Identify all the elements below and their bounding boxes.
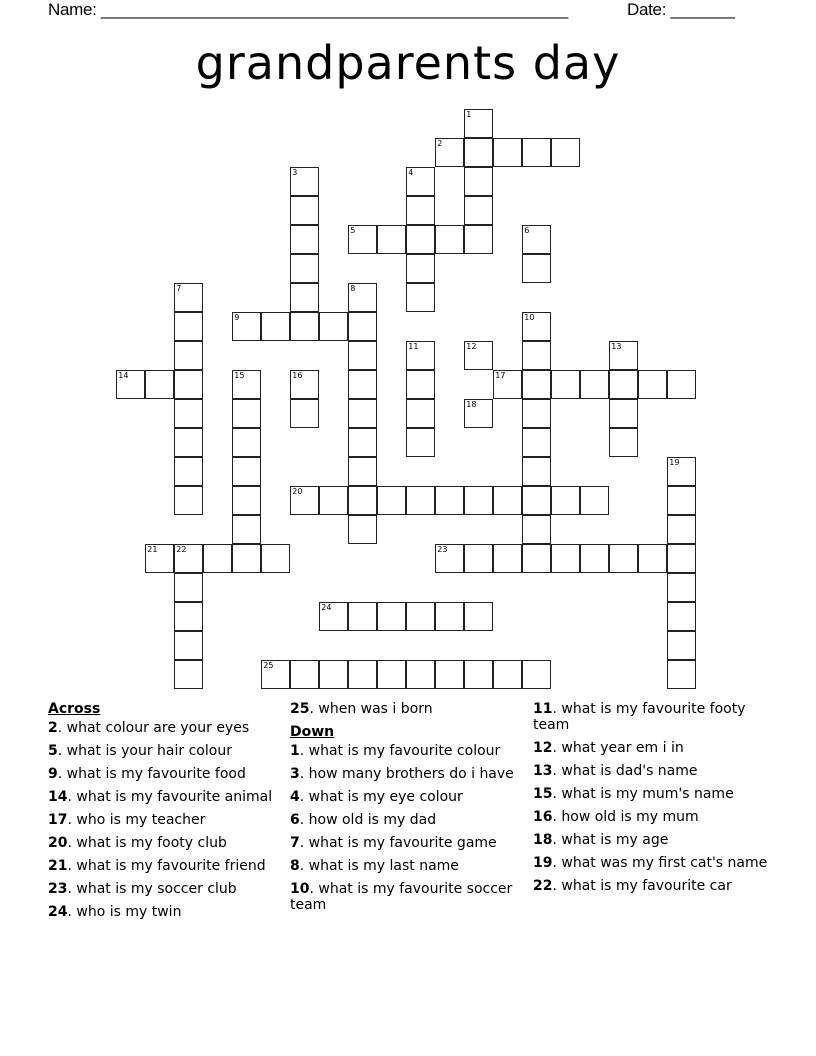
grid-cell[interactable] (348, 225, 377, 254)
clue-item: 8. what is my last name (290, 858, 459, 874)
clue-number: 16 (292, 371, 303, 381)
clue-item: 17. who is my teacher (48, 812, 206, 828)
grid-cell[interactable] (348, 660, 377, 689)
grid-cell[interactable] (406, 602, 435, 631)
clue-text: when was i born (318, 701, 433, 717)
grid-cell[interactable] (667, 457, 696, 486)
clue-number-label: 6 (290, 812, 300, 828)
grid-cell[interactable] (551, 138, 580, 167)
clue-number: 9 (234, 313, 240, 323)
grid-cell[interactable] (667, 631, 696, 660)
grid-cell[interactable] (348, 428, 377, 457)
grid-cell[interactable] (406, 254, 435, 283)
clue-number: 2 (437, 139, 443, 149)
clue-item: 14. what is my favourite animal (48, 789, 273, 805)
grid-cell[interactable] (290, 312, 319, 341)
clue-number: 23 (437, 545, 448, 555)
grid-cell[interactable] (667, 515, 696, 544)
across-heading: Across (48, 701, 101, 717)
clue-number-label: 11 (533, 701, 553, 717)
grid-cell[interactable] (145, 544, 174, 573)
grid-cell[interactable] (551, 486, 580, 515)
clue-number-label: 1 (290, 743, 300, 759)
clue-number: 1 (466, 110, 472, 120)
clue-item: 6. how old is my dad (290, 812, 437, 828)
grid-cell[interactable] (232, 515, 261, 544)
clue-number-label: 20 (48, 835, 68, 851)
clue-item: 2. what colour are your eyes (48, 720, 250, 736)
clue-number-label: 21 (48, 858, 68, 874)
grid-cell[interactable] (232, 486, 261, 515)
grid-cell[interactable] (667, 486, 696, 515)
grid-cell[interactable] (667, 660, 696, 689)
clue-number: 24 (321, 603, 332, 613)
clue-item: 23. what is my soccer club (48, 881, 237, 897)
grid-cell[interactable] (406, 660, 435, 689)
clue-number: 5 (350, 226, 356, 236)
clue-item: 11. what is my favourite footy team (533, 701, 746, 733)
clue-number-label: 17 (48, 812, 68, 828)
clue-text: what is my favourite car (561, 878, 732, 894)
grid-cell[interactable] (522, 544, 551, 573)
clue-item: 22. what is my favourite car (533, 878, 732, 894)
grid-cell[interactable] (493, 138, 522, 167)
clue-item: 10. what is my favourite soccer team (290, 881, 513, 913)
clue-number: 17 (495, 371, 506, 381)
grid-cell[interactable] (464, 109, 493, 138)
grid-cell[interactable] (174, 370, 203, 399)
clue-item: 4. what is my eye colour (290, 789, 463, 805)
clue-text: what is my eye colour (308, 789, 463, 805)
clue-number-label: 10 (290, 881, 310, 897)
clue-text: what is my favourite footy team (533, 701, 746, 733)
grid-cell[interactable] (406, 486, 435, 515)
clue-number: 4 (408, 168, 414, 178)
grid-cell[interactable] (377, 602, 406, 631)
grid-cell[interactable] (290, 399, 319, 428)
grid-cell[interactable] (667, 370, 696, 399)
clue-number: 13 (611, 342, 622, 352)
clue-text: what is my favourite game (308, 835, 497, 851)
grid-cell[interactable] (232, 399, 261, 428)
clue-number-label: 8 (290, 858, 300, 874)
grid-cell[interactable] (145, 370, 174, 399)
grid-cell[interactable] (319, 486, 348, 515)
grid-cell[interactable] (406, 370, 435, 399)
clue-item: 15. what is my mum's name (533, 786, 734, 802)
clue-number-label: 24 (48, 904, 68, 920)
down-heading: Down (290, 724, 335, 740)
grid-cell[interactable] (435, 225, 464, 254)
clue-text: what is dad's name (561, 763, 698, 779)
clue-number-label: 19 (533, 855, 553, 871)
grid-cell[interactable] (174, 283, 203, 312)
clue-number-label: 2 (48, 720, 58, 736)
grid-cell[interactable] (464, 167, 493, 196)
grid-cell[interactable] (203, 544, 232, 573)
grid-cell[interactable] (522, 341, 551, 370)
grid-cell[interactable] (174, 399, 203, 428)
grid-cell[interactable] (290, 486, 319, 515)
grid-cell[interactable] (667, 544, 696, 573)
clue-number-label: 16 (533, 809, 553, 825)
clue-number-label: 4 (290, 789, 300, 805)
clue-text: how many brothers do i have (308, 766, 514, 782)
clue-item: 5. what is your hair colour (48, 743, 232, 759)
grid-cell[interactable] (290, 254, 319, 283)
grid-cell[interactable] (464, 225, 493, 254)
grid-cell[interactable] (174, 631, 203, 660)
grid-cell[interactable] (667, 602, 696, 631)
clue-text: what is my favourite colour (308, 743, 501, 759)
grid-cell[interactable] (174, 312, 203, 341)
clue-number-label: 9 (48, 766, 58, 782)
grid-cell[interactable] (261, 312, 290, 341)
clue-text: what is my favourite friend (76, 858, 266, 874)
grid-cell[interactable] (522, 370, 551, 399)
clue-number-label: 22 (533, 878, 553, 894)
clue-item: 12. what year em i in (533, 740, 684, 756)
clue-item: 20. what is my footy club (48, 835, 227, 851)
grid-cell[interactable] (174, 602, 203, 631)
grid-cell[interactable] (522, 312, 551, 341)
grid-cell[interactable] (348, 283, 377, 312)
clue-item: 3. how many brothers do i have (290, 766, 514, 782)
grid-cell[interactable] (406, 225, 435, 254)
clue-number: 6 (524, 226, 530, 236)
grid-cell[interactable] (522, 399, 551, 428)
grid-cell[interactable] (551, 544, 580, 573)
grid-cell[interactable] (435, 660, 464, 689)
grid-cell[interactable] (174, 341, 203, 370)
grid-cell[interactable] (348, 370, 377, 399)
grid-cell[interactable] (406, 167, 435, 196)
grid-cell[interactable] (464, 138, 493, 167)
grid-cell[interactable] (464, 602, 493, 631)
clue-number-label: 18 (533, 832, 553, 848)
grid-cell[interactable] (435, 486, 464, 515)
clue-text: what is my soccer club (76, 881, 237, 897)
grid-cell[interactable] (522, 660, 551, 689)
clue-text: what is my footy club (76, 835, 227, 851)
clue-text: what is my mum's name (561, 786, 734, 802)
clue-item: 1. what is my favourite colour (290, 743, 501, 759)
grid-cell[interactable] (348, 486, 377, 515)
grid-cell[interactable] (638, 370, 667, 399)
grid-cell[interactable] (319, 660, 348, 689)
clue-text: what is my favourite animal (76, 789, 273, 805)
clue-number: 15 (234, 371, 245, 381)
clue-number: 11 (408, 342, 419, 352)
clue-item: 24. who is my twin (48, 904, 182, 920)
grid-cell[interactable] (638, 544, 667, 573)
grid-cell[interactable] (290, 196, 319, 225)
grid-cell[interactable] (551, 370, 580, 399)
clue-text: how old is my mum (561, 809, 699, 825)
grid-cell[interactable] (174, 486, 203, 515)
grid-cell[interactable] (464, 196, 493, 225)
grid-cell[interactable] (667, 573, 696, 602)
clue-number: 14 (118, 371, 129, 381)
grid-cell[interactable] (116, 370, 145, 399)
grid-cell[interactable] (609, 428, 638, 457)
grid-cell[interactable] (609, 370, 638, 399)
grid-cell[interactable] (174, 660, 203, 689)
grid-cell[interactable] (290, 225, 319, 254)
clue-number: 3 (292, 168, 298, 178)
clue-number-label: 23 (48, 881, 68, 897)
clue-number-label: 3 (290, 766, 300, 782)
clue-number: 21 (147, 545, 158, 555)
clue-number: 19 (669, 458, 680, 468)
grid-cell[interactable] (232, 457, 261, 486)
grid-cell[interactable] (348, 341, 377, 370)
clue-text: what is my age (561, 832, 669, 848)
grid-cell[interactable] (290, 167, 319, 196)
grid-cell[interactable] (174, 573, 203, 602)
grid-cell[interactable] (493, 660, 522, 689)
grid-cell[interactable] (319, 312, 348, 341)
clue-item: 9. what is my favourite food (48, 766, 246, 782)
grid-cell[interactable] (348, 602, 377, 631)
clue-number: 25 (263, 661, 274, 671)
clue-number-label: 14 (48, 789, 68, 805)
clue-text: who is my teacher (76, 812, 206, 828)
grid-cell[interactable] (348, 515, 377, 544)
grid-cell[interactable] (290, 283, 319, 312)
grid-cell[interactable] (522, 225, 551, 254)
grid-cell[interactable] (290, 370, 319, 399)
clue-item: 21. what is my favourite friend (48, 858, 266, 874)
grid-cell[interactable] (232, 370, 261, 399)
grid-cell[interactable] (406, 196, 435, 225)
clue-number: 10 (524, 313, 535, 323)
grid-cell[interactable] (377, 660, 406, 689)
grid-cell[interactable] (232, 312, 261, 341)
clue-number-label: 25 (290, 701, 310, 717)
clue-item: 16. how old is my mum (533, 809, 699, 825)
grid-cell[interactable] (406, 399, 435, 428)
grid-cell[interactable] (493, 486, 522, 515)
clue-number-label: 15 (533, 786, 553, 802)
grid-cell[interactable] (232, 544, 261, 573)
clue-number: 7 (176, 284, 182, 294)
clue-number-label: 12 (533, 740, 553, 756)
clue-number-label: 5 (48, 743, 58, 759)
clues-column-1 (48, 701, 283, 927)
grid-cell[interactable] (348, 312, 377, 341)
clue-text: what colour are your eyes (66, 720, 250, 736)
clue-item: 13. what is dad's name (533, 763, 698, 779)
grid-cell[interactable] (406, 341, 435, 370)
grid-cell[interactable] (377, 486, 406, 515)
grid-cell[interactable] (493, 544, 522, 573)
clue-number: 12 (466, 342, 477, 352)
clue-text: what year em i in (561, 740, 684, 756)
clue-item: 18. what is my age (533, 832, 669, 848)
grid-cell[interactable] (290, 660, 319, 689)
clue-text: what is my favourite soccer team (290, 881, 513, 913)
clues-column-2 (290, 701, 525, 920)
grid-cell[interactable] (464, 660, 493, 689)
clue-number-label: 13 (533, 763, 553, 779)
grid-cell[interactable] (522, 254, 551, 283)
grid-cell[interactable] (319, 602, 348, 631)
grid-cell[interactable] (464, 486, 493, 515)
grid-cell[interactable] (348, 457, 377, 486)
grid-cell[interactable] (464, 341, 493, 370)
clue-item: 7. what is my favourite game (290, 835, 497, 851)
clue-item: 19. what was my first cat's name (533, 855, 768, 871)
clue-text: what is my last name (308, 858, 459, 874)
clue-number: 20 (292, 487, 303, 497)
grid-cell[interactable] (493, 370, 522, 399)
grid-cell[interactable] (522, 486, 551, 515)
date-field[interactable]: Date: _______ (627, 0, 735, 19)
name-field[interactable]: Name: ___________________________________________________ (48, 0, 568, 19)
grid-cell[interactable] (435, 602, 464, 631)
grid-cell[interactable] (609, 399, 638, 428)
clue-number: 22 (176, 545, 187, 555)
clue-text: how old is my dad (308, 812, 437, 828)
clue-item: 25. when was i born (290, 701, 433, 717)
clue-number-label: 7 (290, 835, 300, 851)
page-title: grandparents day (195, 36, 621, 90)
grid-cell[interactable] (261, 544, 290, 573)
grid-cell[interactable] (261, 660, 290, 689)
clue-number: 18 (466, 400, 477, 410)
grid-cell[interactable] (464, 544, 493, 573)
grid-cell[interactable] (580, 544, 609, 573)
grid-cell[interactable] (464, 399, 493, 428)
grid-cell[interactable] (580, 370, 609, 399)
clue-text: what is your hair colour (66, 743, 232, 759)
grid-cell[interactable] (609, 544, 638, 573)
grid-cell[interactable] (580, 486, 609, 515)
grid-cell[interactable] (435, 138, 464, 167)
grid-cell[interactable] (435, 544, 464, 573)
grid-cell[interactable] (522, 515, 551, 544)
grid-cell[interactable] (406, 283, 435, 312)
grid-cell[interactable] (522, 138, 551, 167)
grid-cell[interactable] (174, 544, 203, 573)
grid-cell[interactable] (377, 225, 406, 254)
grid-cell[interactable] (522, 428, 551, 457)
clues-column-3 (533, 701, 768, 901)
clue-text: what was my first cat's name (561, 855, 768, 871)
clue-text: what is my favourite food (66, 766, 246, 782)
clue-number: 8 (350, 284, 356, 294)
grid-cell[interactable] (348, 399, 377, 428)
grid-cell[interactable] (174, 457, 203, 486)
clue-text: who is my twin (76, 904, 182, 920)
grid-cell[interactable] (522, 457, 551, 486)
grid-cell[interactable] (174, 428, 203, 457)
grid-cell[interactable] (609, 341, 638, 370)
grid-cell[interactable] (232, 428, 261, 457)
grid-cell[interactable] (406, 428, 435, 457)
